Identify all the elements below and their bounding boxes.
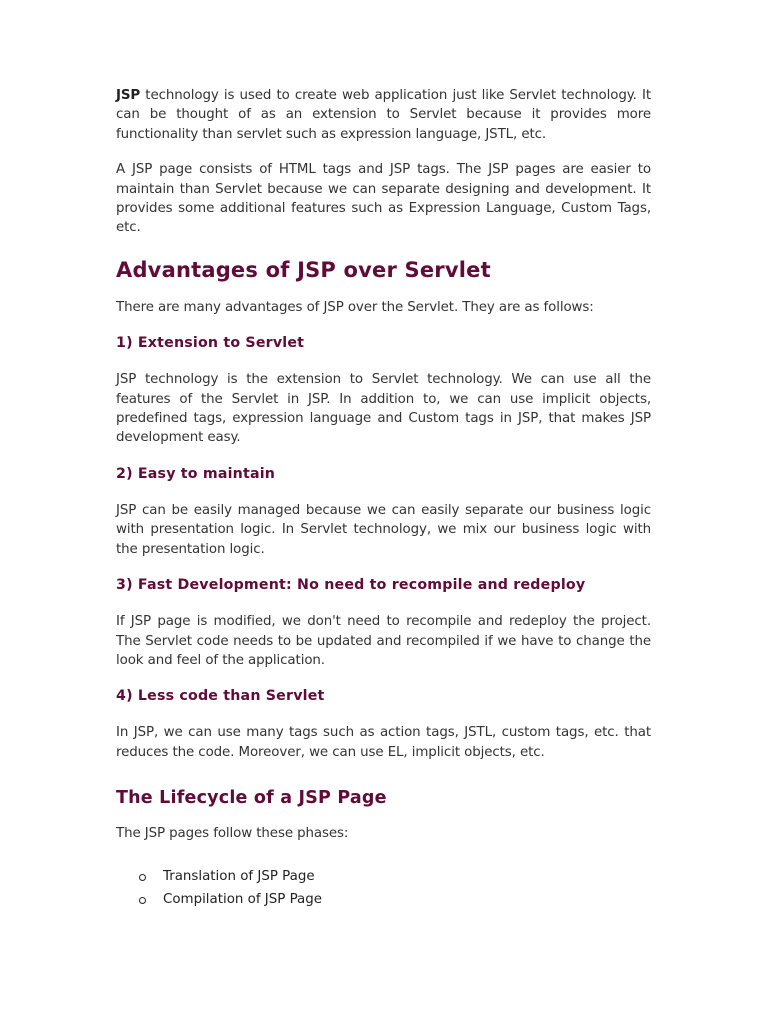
document-page	[116, 86, 651, 911]
advantages-heading: Advantages of JSP over Servlet	[116, 257, 491, 282]
intro-paragraph-1	[116, 86, 651, 144]
advantage-3-title: 3) Fast Development: No need to recompile and redeploy	[116, 577, 586, 594]
circle-bullet-icon	[139, 874, 146, 881]
list-item	[116, 865, 651, 888]
advantage-1-body: JSP technology is the extension to Servlet technology. We can use all the features of the Servlet in JSP. In addition to, we can use implicit objects, predefined tags, expression language and Custom tags in JSP, that makes JSP development easy.	[116, 372, 651, 446]
advantage-2-title: 2) Easy to maintain	[116, 465, 276, 482]
phase-label: Translation of JSP Page	[163, 868, 315, 884]
advantages-lead: There are many advantages of JSP over the Servlet. They are as follows:	[116, 299, 594, 315]
circle-bullet-icon	[139, 897, 146, 904]
advantage-4-body: In JSP, we can use many tags such as action tags, JSTL, custom tags, etc. that reduces the code. Moreover, we can use EL, implicit objects, etc.	[116, 725, 651, 760]
advantage-2-body: JSP can be easily managed because we can easily separate our business logic with presentation logic. In Servlet technology, we mix our business logic with the presentation logic.	[116, 502, 651, 557]
intro-paragraph-2: A JSP page consists of HTML tags and JSP tags. The JSP pages are easier to maintain than Servlet because we can separate designing and development. It provides some additional features such as Expression Language, Custom Tags, etc.	[116, 162, 651, 236]
list-item	[116, 888, 651, 911]
intro-jsp-term: JSP	[116, 88, 141, 103]
phase-label: Compilation of JSP Page	[163, 891, 323, 907]
lifecycle-lead: The JSP pages follow these phases:	[116, 826, 349, 842]
lifecycle-phase-list	[116, 865, 651, 911]
lifecycle-heading: The Lifecycle of a JSP Page	[116, 788, 387, 809]
advantage-3-body: If JSP page is modified, we don't need to recompile and redeploy the project. The Servlet code needs to be updated and recompiled if we have to change the look and feel of the application.	[116, 614, 651, 668]
intro-paragraph-1-text: technology is used to create web application just like Servlet technology. It can be thought of as an extension to Servlet because it provides more functionality than servlet such as expression language, JSTL, etc.	[116, 88, 651, 142]
advantage-1-title: 1) Extension to Servlet	[116, 335, 305, 352]
advantage-4-title: 4) Less code than Servlet	[116, 688, 325, 705]
